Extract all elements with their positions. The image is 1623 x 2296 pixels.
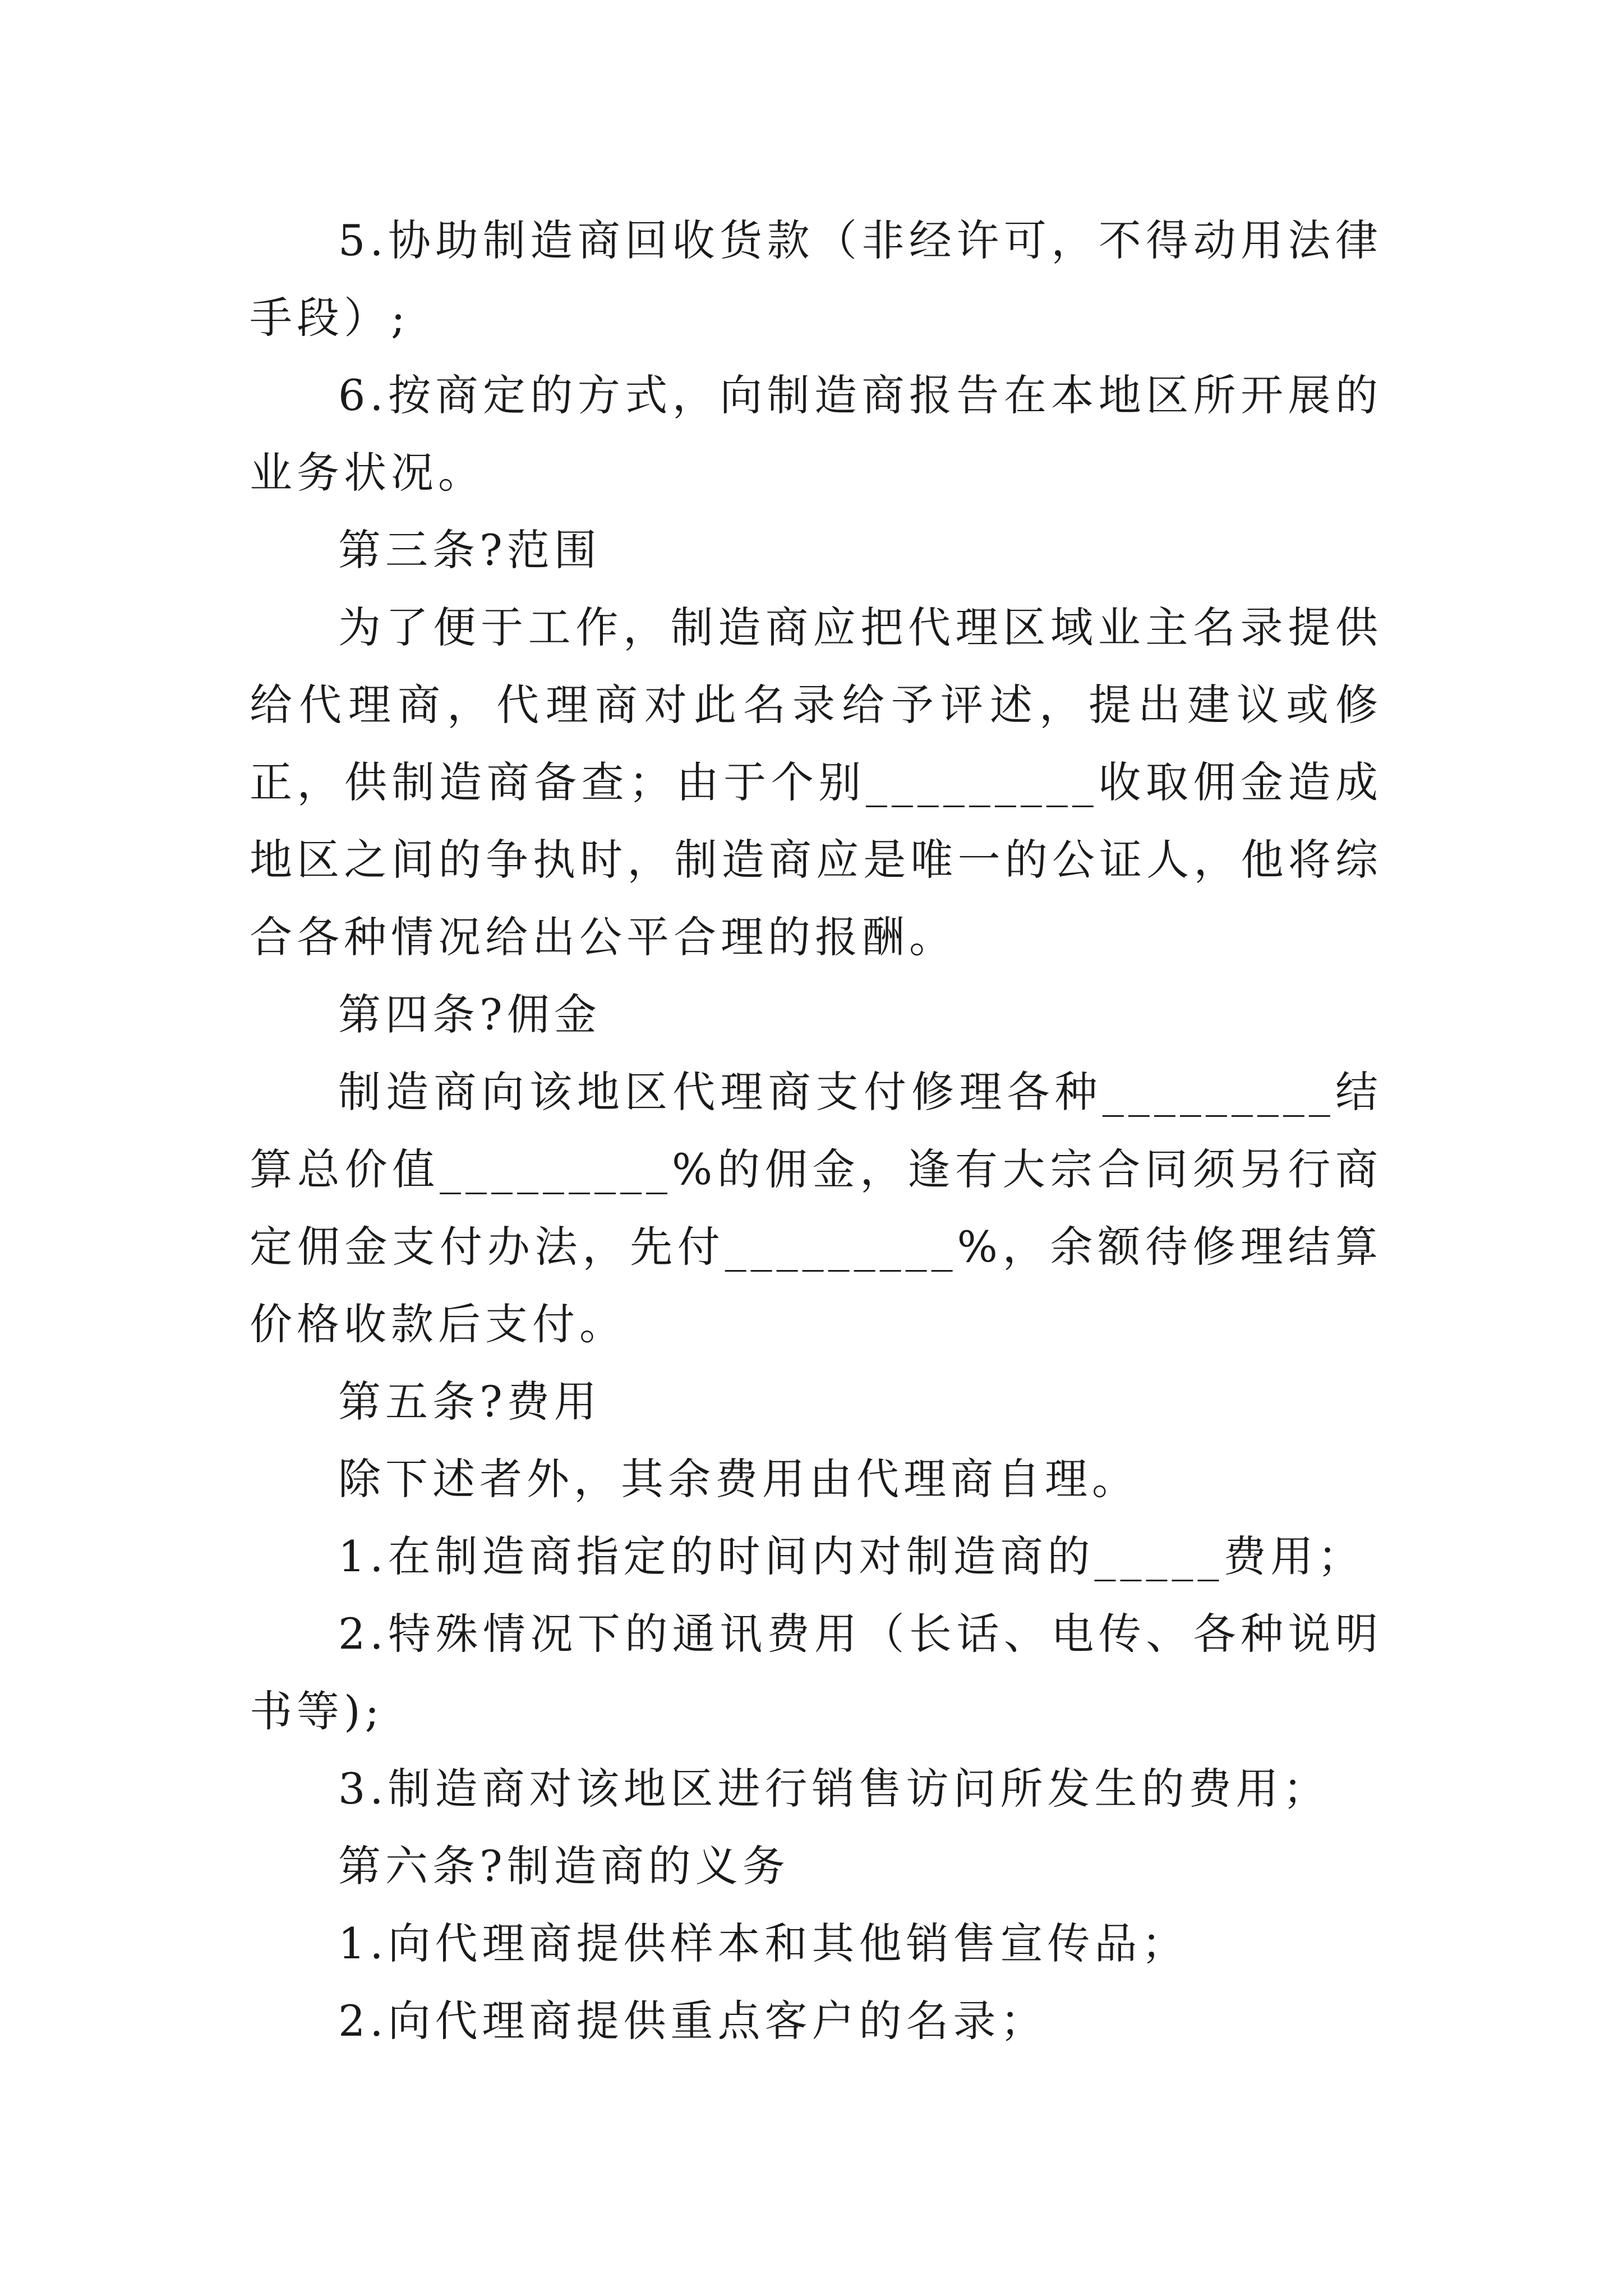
document-body: [250, 202, 1382, 2060]
paragraph-clause-5: 5.协助制造商回收货款（非经许可，不得动用法律手段）;: [250, 215, 1382, 343]
section-heading-article-4: 第四条?佣金: [338, 990, 601, 1039]
paragraph-article-3-body: 为了便于工作，制造商应把代理区域业主名录提供给代理商，代理商对此名录给予评述，提出建议或修正，供制造商备查；由于个别_________收取佣金造成地区之间的争执时，制造商应是唯一的公证人，他将综合各种情况给出公平合理的报酬。: [250, 602, 1382, 962]
section-heading-article-5: 第五条?费用: [338, 1377, 601, 1427]
paragraph-article-5-intro: 除下述者外，其余费用由代理商自理。: [338, 1454, 1139, 1504]
paragraph-article-6-item-1: 1.向代理商提供样本和其他销售宣传品；: [338, 1918, 1189, 1968]
paragraph-article-6-item-2: 2.向代理商提供重点客户的名录；: [338, 1996, 1048, 2046]
section-heading-article-6: 第六条?制造商的义务: [338, 1841, 790, 1891]
paragraph-article-5-item-1: 1.在制造商指定的时间内对制造商的_____费用；: [338, 1531, 1365, 1581]
paragraph-article-5-item-3: 3.制造商对该地区进行销售访问所发生的费用；: [338, 1764, 1330, 1814]
section-heading-article-3: 第三条?范围: [338, 525, 601, 575]
paragraph-article-4-body: 制造商向该地区代理商支付修理各种_________结算总价值_________%的佣金，逢有大宗合同须另行商定佣金支付办法，先付_________%，余额待修理结算价格收款后支付。: [250, 1067, 1382, 1349]
paragraph-article-5-item-2: 2.特殊情况下的通讯费用（长话、电传、各种说明书等);: [250, 1609, 1382, 1736]
paragraph-clause-6: 6.按商定的方式，向制造商报告在本地区所开展的业务状况。: [250, 370, 1382, 498]
